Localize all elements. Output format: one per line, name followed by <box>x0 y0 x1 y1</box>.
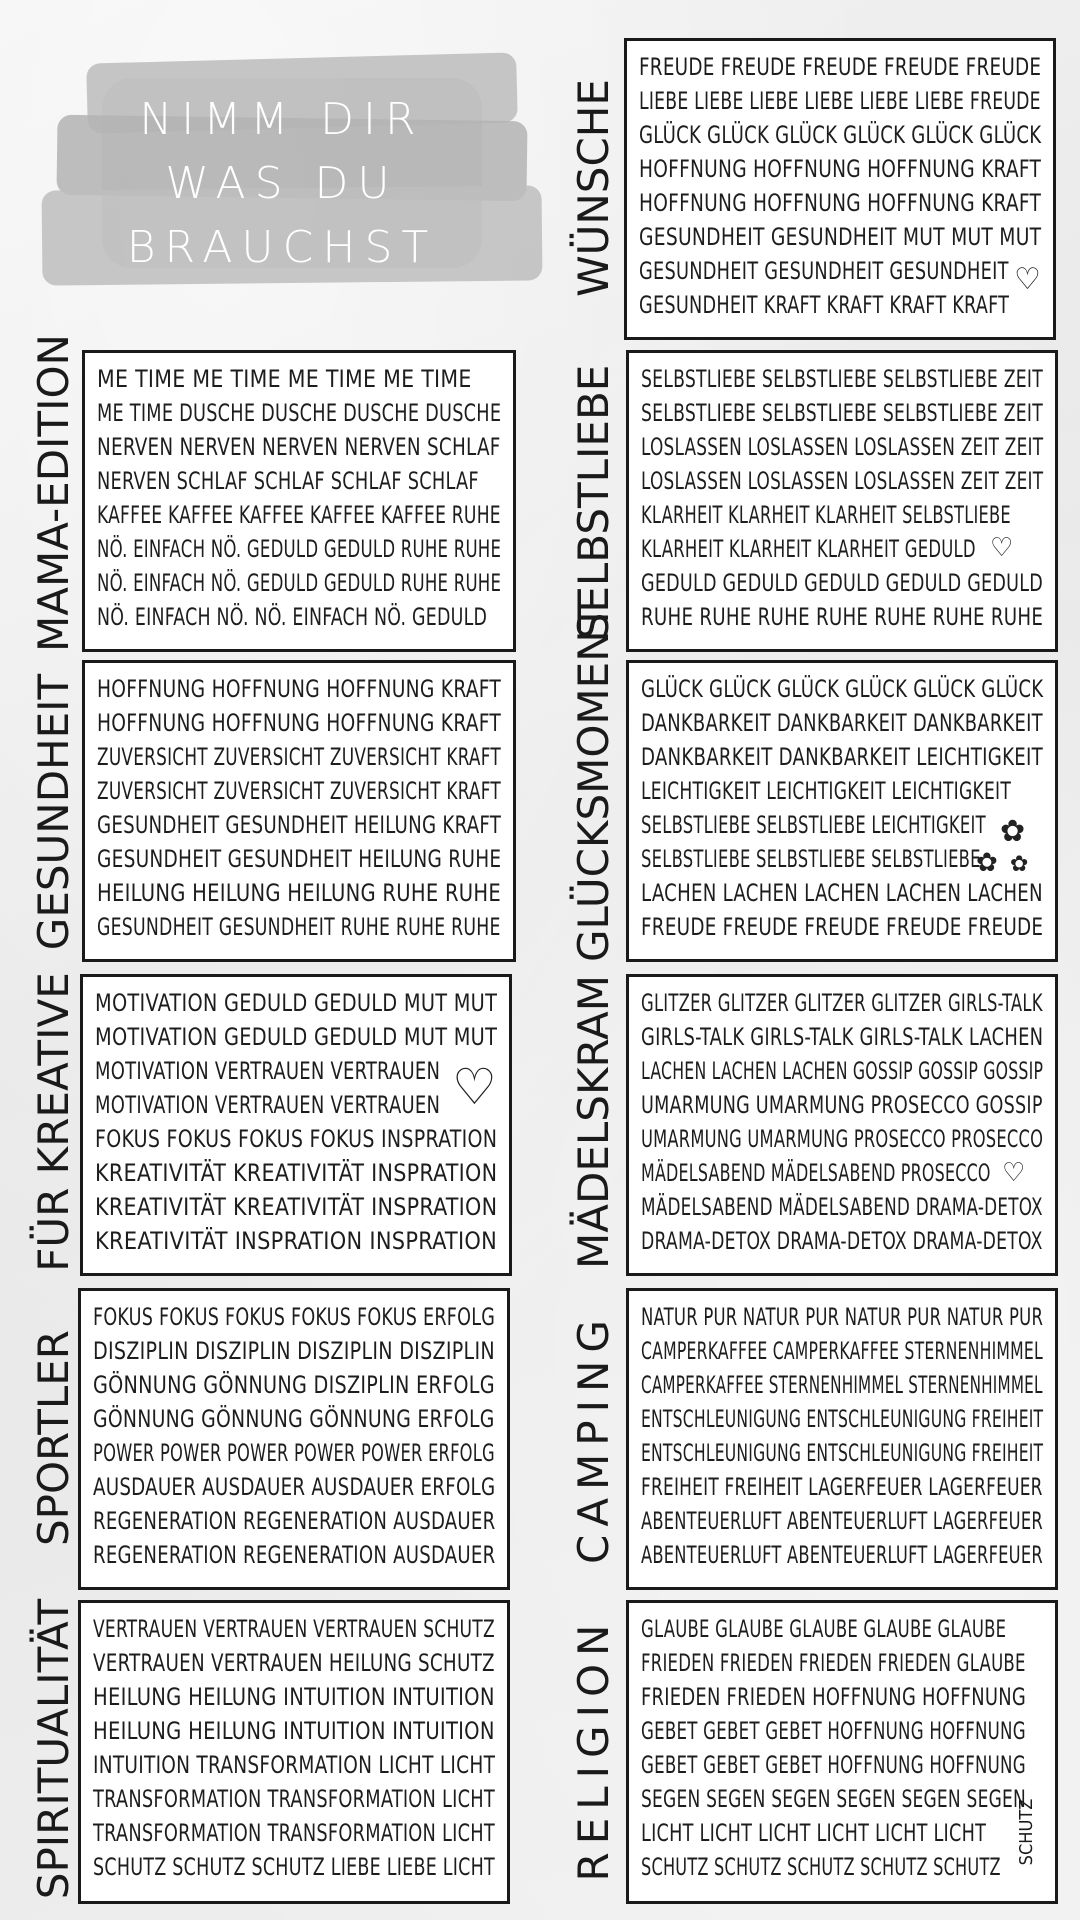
card-sportler <box>78 1288 510 1590</box>
card-line: ABENTEUERLUFT ABENTEUERLUFT LAGERFEUER <box>641 1507 1043 1535</box>
card-wuensche <box>624 38 1056 340</box>
label-fuer-kreative: FÜR KREATIVE <box>29 972 78 1272</box>
card-line: SELBSTLIEBE SELBSTLIEBE SELBSTLIEBE ZEIT <box>641 365 1043 393</box>
card-line: FREIHEIT FREIHEIT LAGERFEUER LAGERFEUER <box>641 1473 1043 1501</box>
card-line: SELBSTLIEBE SELBSTLIEBE LEICHTIGKEIT <box>641 811 986 839</box>
card-line: KAFFEE KAFFEE KAFFEE KAFFEE KAFFEE RUHE <box>97 501 501 529</box>
card-line: ENTSCHLEUNIGUNG ENTSCHLEUNIGUNG FREIHEIT <box>641 1405 1044 1433</box>
card-fuer-kreative <box>80 974 512 1276</box>
card-line: GEDULD GEDULD GEDULD GEDULD GEDULD <box>641 569 1043 597</box>
card-line: UMARMUNG UMARMUNG PROSECCO PROSECCO <box>641 1125 1044 1153</box>
title-block <box>42 48 547 298</box>
card-line: LACHEN LACHEN LACHEN LACHEN LACHEN <box>641 879 1043 907</box>
card-line: GESUNDHEIT GESUNDHEIT RUHE RUHE RUHE <box>97 913 501 941</box>
card-line: MOTIVATION VERTRAUEN VERTRAUEN <box>95 1057 441 1085</box>
card-line: KREATIVITÄT KREATIVITÄT INSPRATION <box>95 1159 498 1187</box>
label-selbstliebe: SELBSTLIEBE <box>569 364 618 640</box>
card-line: DANKBARKEIT DANKBARKEIT DANKBARKEIT <box>641 709 1043 737</box>
card-gluecksmoment <box>626 660 1058 962</box>
card-line: REGENERATION REGENERATION AUSDAUER <box>93 1541 496 1569</box>
card-line: FREUDE FREUDE FREUDE FREUDE FREUDE <box>641 913 1044 941</box>
card-religion <box>626 1600 1058 1904</box>
card-line: FRIEDEN FRIEDEN FRIEDEN FRIEDEN GLAUBE <box>641 1649 1026 1677</box>
card-line: FOKUS FOKUS FOKUS FOKUS INSPRATION <box>95 1125 498 1153</box>
card-line: SEGEN SEGEN SEGEN SEGEN SEGEN SEGEN <box>641 1785 1027 1813</box>
card-line: NERVEN SCHLAF SCHLAF SCHLAF SCHLAF <box>97 467 479 495</box>
card-line: AUSDAUER AUSDAUER AUSDAUER ERFOLG <box>93 1473 496 1501</box>
card-line: HOFFNUNG HOFFNUNG HOFFNUNG KRAFT <box>639 155 1042 183</box>
card-line: KREATIVITÄT KREATIVITÄT INSPRATION <box>95 1193 498 1221</box>
heart-icon: ♡ <box>452 1058 497 1116</box>
card-line: KREATIVITÄT INSPRATION INSPRATION <box>95 1227 498 1255</box>
card-line: NÖ. EINFACH NÖ. NÖ. EINFACH NÖ. GEDULD <box>97 603 488 631</box>
card-mama-edition <box>82 350 516 652</box>
card-line: GESUNDHEIT GESUNDHEIT HEILUNG RUHE <box>97 845 502 873</box>
card-line: LOSLASSEN LOSLASSEN LOSLASSEN ZEIT ZEIT <box>641 433 1044 461</box>
card-line: HEILUNG HEILUNG INTUITION INTUITION <box>93 1717 495 1745</box>
card-line: GÖNNUNG GÖNNUNG GÖNNUNG ERFOLG <box>93 1405 495 1433</box>
label-gesundheit: GESUNDHEIT <box>29 673 78 951</box>
card-line: NATUR PUR NATUR PUR NATUR PUR NATUR PUR <box>641 1303 1044 1331</box>
card-line: SELBSTLIEBE SELBSTLIEBE SELBSTLIEBE <box>641 845 981 873</box>
heart-icon: ♡ <box>990 533 1014 563</box>
card-line: TRANSFORMATION TRANSFORMATION LICHT <box>93 1819 496 1847</box>
card-line: SCHUTZ SCHUTZ SCHUTZ SCHUTZ SCHUTZ <box>641 1853 1001 1881</box>
card-camping <box>626 1288 1058 1590</box>
card-line: HOFFNUNG HOFFNUNG HOFFNUNG KRAFT <box>97 675 502 703</box>
title-line-3: BRAUCHST <box>126 222 438 273</box>
card-line: NÖ. EINFACH NÖ. GEDULD GEDULD RUHE RUHE <box>97 535 502 563</box>
label-wuensche: WÜNSCHE <box>569 79 618 297</box>
label-camping: CAMPING <box>569 1312 618 1564</box>
card-line: FRIEDEN FRIEDEN HOFFNUNG HOFFNUNG <box>641 1683 1026 1711</box>
card-line: MÄDELSABEND MÄDELSABEND DRAMA-DETOX <box>641 1193 1043 1221</box>
label-maedelskram: MÄDELSKRAM <box>569 975 618 1269</box>
card-line: UMARMUNG UMARMUNG PROSECCO GOSSIP <box>641 1091 1043 1119</box>
card-line: ENTSCHLEUNIGUNG ENTSCHLEUNIGUNG FREIHEIT <box>641 1439 1044 1467</box>
card-gesundheit <box>82 660 516 962</box>
card-line: MOTIVATION GEDULD GEDULD MUT MUT <box>95 989 498 1017</box>
card-line: MOTIVATION GEDULD GEDULD MUT MUT <box>95 1023 498 1051</box>
card-line: GESUNDHEIT KRAFT KRAFT KRAFT KRAFT <box>639 291 1010 319</box>
page-title <box>42 88 522 280</box>
card-line: DANKBARKEIT DANKBARKEIT LEICHTIGKEIT <box>641 743 1043 771</box>
card-line: GLÜCK GLÜCK GLÜCK GLÜCK GLÜCK GLÜCK <box>641 675 1044 703</box>
card-line: GLITZER GLITZER GLITZER GLITZER GIRLS-TALK <box>641 989 1043 1017</box>
card-line: CAMPERKAFFEE CAMPERKAFFEE STERNENHIMMEL <box>641 1337 1043 1365</box>
card-line: TRANSFORMATION TRANSFORMATION LICHT <box>93 1785 496 1813</box>
card-line: GLAUBE GLAUBE GLAUBE GLAUBE GLAUBE <box>641 1615 1007 1643</box>
card-line: FREUDE FREUDE FREUDE FREUDE FREUDE <box>639 53 1042 81</box>
label-religion: RELIGION <box>569 1616 618 1882</box>
card-line: CAMPERKAFFEE STERNENHIMMEL STERNENHIMMEL <box>641 1371 1043 1399</box>
card-line: KLARHEIT KLARHEIT KLARHEIT GEDULD <box>641 535 976 563</box>
card-line: GESUNDHEIT GESUNDHEIT MUT MUT MUT <box>639 223 1042 251</box>
flower-icon: ✿ <box>976 848 998 878</box>
card-line: HEILUNG HEILUNG HEILUNG RUHE RUHE <box>97 879 502 907</box>
card-line: LIEBE LIEBE LIEBE LIEBE LIEBE LIEBE FREUDE <box>639 87 1041 115</box>
card-line: LEICHTIGKEIT LEICHTIGKEIT LEICHTIGKEIT <box>641 777 1012 805</box>
card-maedelskram <box>626 974 1058 1276</box>
card-line: FOKUS FOKUS FOKUS FOKUS FOKUS ERFOLG <box>93 1303 496 1331</box>
label-spiritualitaet: SPIRITUALITÄT <box>29 1598 78 1900</box>
card-line: DISZIPLIN DISZIPLIN DISZIPLIN DISZIPLIN <box>93 1337 495 1365</box>
card-line: REGENERATION REGENERATION AUSDAUER <box>93 1507 496 1535</box>
card-spiritualitaet <box>78 1600 510 1904</box>
card-line: SCHUTZ SCHUTZ SCHUTZ LIEBE LIEBE LICHT <box>93 1853 495 1881</box>
card-line: KLARHEIT KLARHEIT KLARHEIT SELBSTLIEBE <box>641 501 1011 529</box>
card-line: GESUNDHEIT GESUNDHEIT GESUNDHEIT <box>639 257 1009 285</box>
card-line: ME TIME ME TIME ME TIME ME TIME <box>97 365 472 393</box>
card-line: VERTRAUEN VERTRAUEN VERTRAUEN SCHUTZ <box>93 1615 495 1643</box>
card-line: ABENTEUERLUFT ABENTEUERLUFT LAGERFEUER <box>641 1541 1043 1569</box>
flower-icon: ✿ <box>1010 852 1029 877</box>
card-line: HOFFNUNG HOFFNUNG HOFFNUNG KRAFT <box>639 189 1042 217</box>
card-line: GEBET GEBET GEBET HOFFNUNG HOFFNUNG <box>641 1717 1026 1745</box>
card-line: HOFFNUNG HOFFNUNG HOFFNUNG KRAFT <box>97 709 502 737</box>
card-line: GIRLS-TALK GIRLS-TALK GIRLS-TALK LACHEN <box>641 1023 1044 1051</box>
heart-icon: ♡ <box>1014 262 1041 297</box>
card-line: GESUNDHEIT GESUNDHEIT HEILUNG KRAFT <box>97 811 502 839</box>
card-line: VERTRAUEN VERTRAUEN HEILUNG SCHUTZ <box>93 1649 495 1677</box>
card-line: SELBSTLIEBE SELBSTLIEBE SELBSTLIEBE ZEIT <box>641 399 1043 427</box>
card-line: MÄDELSABEND MÄDELSABEND PROSECCO <box>641 1159 991 1187</box>
card-line: GEBET GEBET GEBET HOFFNUNG HOFFNUNG <box>641 1751 1026 1779</box>
card-line: ME TIME DUSCHE DUSCHE DUSCHE DUSCHE <box>97 399 502 427</box>
card-line: NERVEN NERVEN NERVEN NERVEN SCHLAF <box>97 433 501 461</box>
title-line-1: NIMM DIR <box>139 94 425 145</box>
flower-icon: ✿ <box>1000 814 1026 849</box>
label-mama-edition: MAMA-EDITION <box>29 334 78 652</box>
label-sportler: SPORTLER <box>29 1330 78 1546</box>
title-line-2: WAS DU <box>165 158 399 209</box>
card-line: LOSLASSEN LOSLASSEN LOSLASSEN ZEIT ZEIT <box>641 467 1044 495</box>
card-line: ZUVERSICHT ZUVERSICHT ZUVERSICHT KRAFT <box>97 777 501 805</box>
card-line: GLÜCK GLÜCK GLÜCK GLÜCK GLÜCK GLÜCK <box>639 121 1042 149</box>
card-line: HEILUNG HEILUNG INTUITION INTUITION <box>93 1683 495 1711</box>
card-line: POWER POWER POWER POWER POWER ERFOLG <box>93 1439 495 1467</box>
card-line: INTUITION TRANSFORMATION LICHT LICHT <box>93 1751 496 1779</box>
card-line: GÖNNUNG GÖNNUNG DISZIPLIN ERFOLG <box>93 1371 495 1399</box>
card-line: ZUVERSICHT ZUVERSICHT ZUVERSICHT KRAFT <box>97 743 501 771</box>
heart-icon: ♡ <box>1002 1158 1026 1188</box>
card-line: RUHE RUHE RUHE RUHE RUHE RUHE RUHE <box>641 603 1044 631</box>
card-selbstliebe <box>626 350 1058 652</box>
card-line: LACHEN LACHEN LACHEN GOSSIP GOSSIP GOSSIP <box>641 1057 1044 1085</box>
card-line: MOTIVATION VERTRAUEN VERTRAUEN <box>95 1091 441 1119</box>
card-line: NÖ. EINFACH NÖ. GEDULD GEDULD RUHE RUHE <box>97 569 502 597</box>
religion-vertical-word: SCHUTZ <box>1016 1798 1037 1866</box>
label-gluecksmoment: GLÜCKSMOMENT <box>569 604 618 962</box>
card-line: LICHT LICHT LICHT LICHT LICHT LICHT <box>641 1819 987 1847</box>
card-line: DRAMA-DETOX DRAMA-DETOX DRAMA-DETOX <box>641 1227 1043 1255</box>
